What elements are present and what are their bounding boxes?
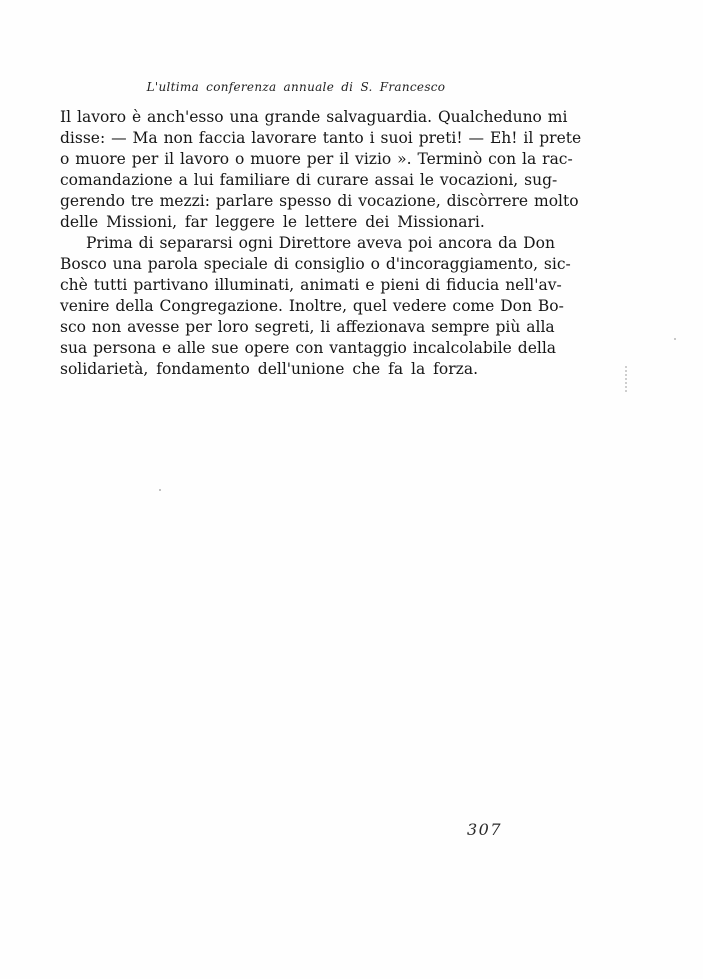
running-header: L'ultima conferenza annuale di S. Francesco [146,80,446,94]
text-line: sco non avesse per loro segreti, li affezionava sempre più alla [60,318,555,336]
scan-artifact-dotted-line [625,366,627,393]
text-line: comandazione a lui familiare di curare assai le vocazioni, sug- [60,171,558,189]
text-line: disse: — Ma non faccia lavorare tanto i suoi preti! — Eh! il prete [60,129,582,147]
page-number: 307 [467,820,503,839]
text-line: gerendo tre mezzi: parlare spesso di vocazione, discòrrere molto [60,192,579,210]
text-line: delle Missioni, far leggere le lettere dei Missionari. [60,213,485,231]
text-line: Il lavoro è anch'esso una grande salvaguardia. Qualcheduno mi [60,108,568,126]
text-line: solidarietà, fondamento dell'unione che fa la forza. [60,360,478,378]
body-text-block [60,107,582,380]
text-line: venire della Congregazione. Inoltre, quel vedere come Don Bo- [60,297,564,315]
scan-artifact-speck [674,338,676,340]
text-line: Bosco una parola speciale di consiglio o d'incoraggiamento, sic- [60,255,571,273]
text-line: sua persona e alle sue opere con vantaggio incalcolabile della [60,339,557,357]
text-line: chè tutti partivano illuminati, animati e pieni di fiducia nell'av- [60,276,562,294]
text-line: Prima di separarsi ogni Direttore aveva poi ancora da Don [86,234,555,252]
scan-artifact-speck [159,489,161,491]
text-line: o muore per il lavoro o muore per il vizio ». Terminò con la rac- [60,150,573,168]
